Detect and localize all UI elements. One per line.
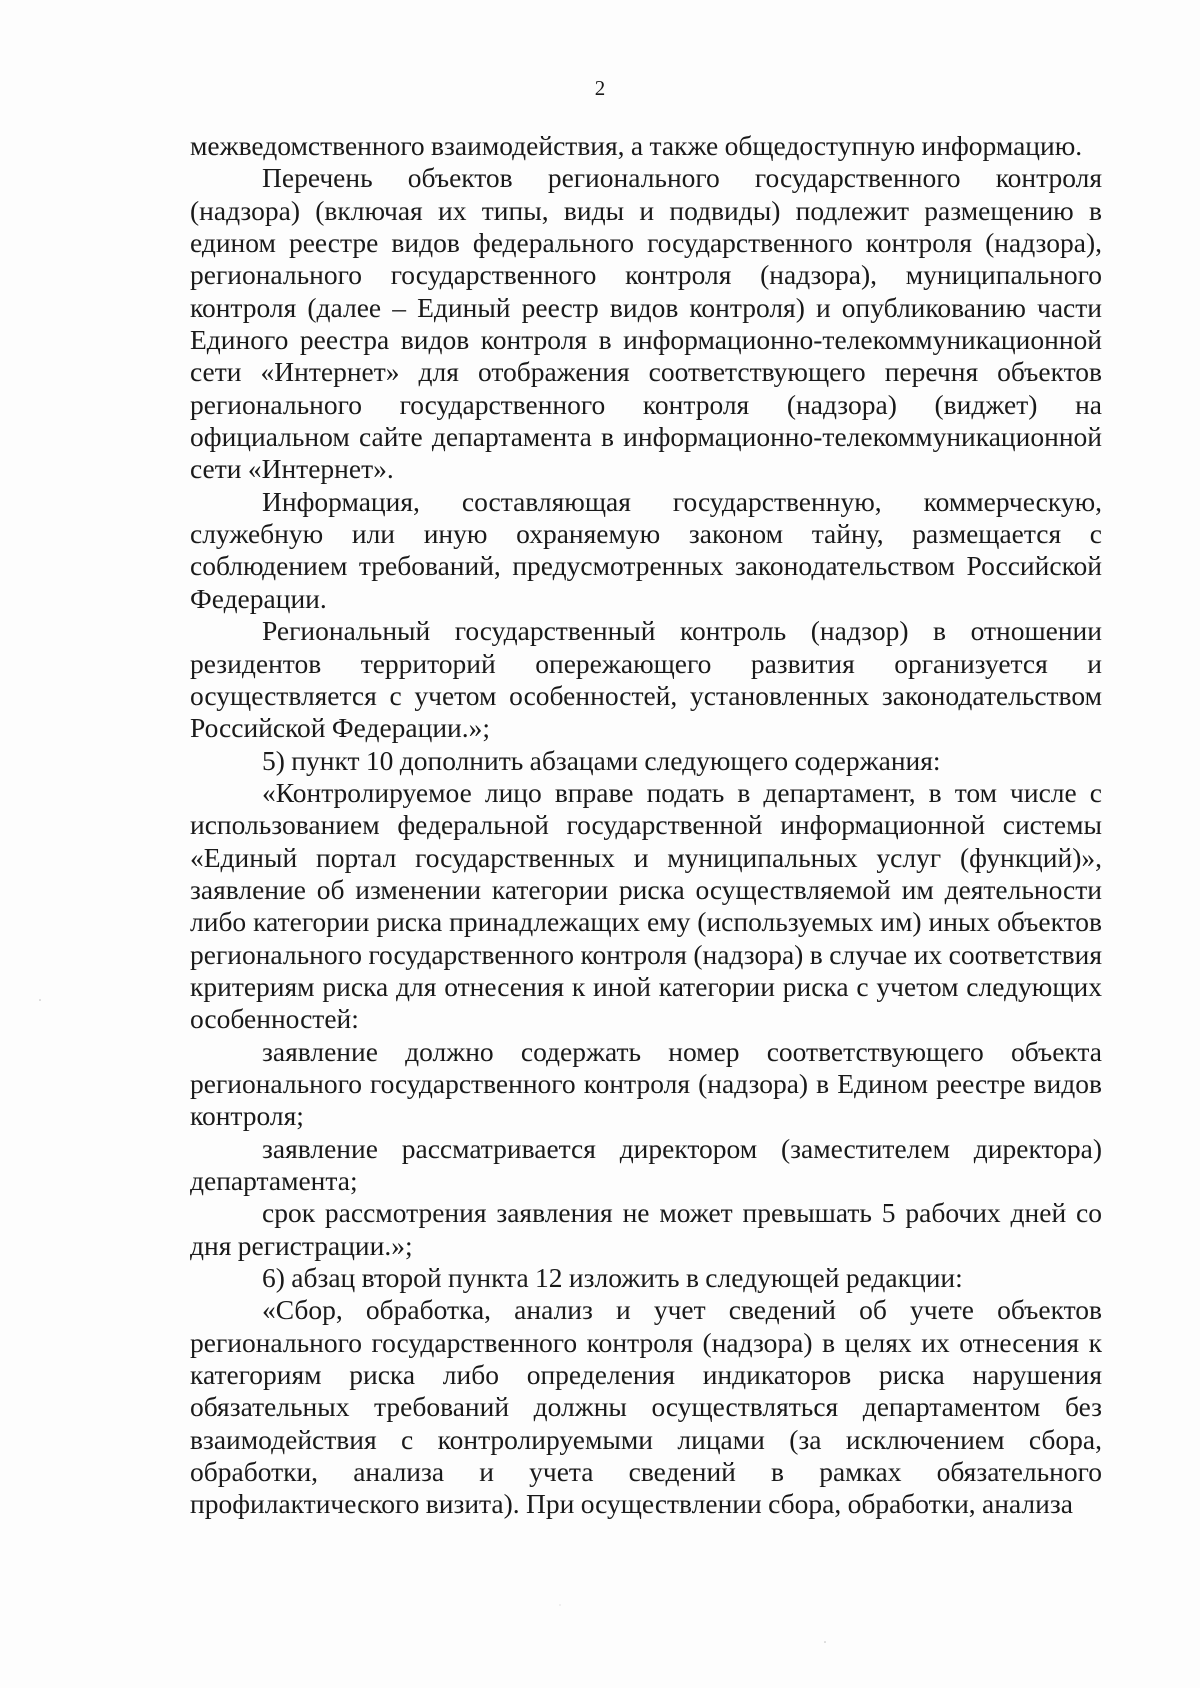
- paragraph-application-review: заявление рассматривается директором (заместителем директора) департамента;: [190, 1132, 1102, 1196]
- paragraph-application-right: «Контролируемое лицо вправе подать в департамент, в том числе с использованием федеральной государственной информационной системы «Единый портал государственных и муниципальных услуг (функций)», заявление об изменении категории риска осуществляемой им деятельности либо категории риска принадлежащих ему (используемых им) иных объектов регионального государственного контроля (надзора) в случае их соответствия критериям риска для отнесения к иной категории риска с учетом следующих особенностей:: [190, 776, 1102, 1035]
- page-number: 2: [594, 76, 606, 100]
- document-body: [190, 130, 1102, 1521]
- paragraph-objects-list: Перечень объектов регионального государственного контроля (надзора) (включая их типы, виды и подвиды) подлежит размещению в едином реестре видов федерального государственного контроля (надзора), регионального государственного контроля (надзора), муниципального контроля (далее – Единый реестр видов контроля) и опубликованию части Единого реестра видов контроля в информационно-телекоммуникационной сети «Интернет» для отображения соответствующего перечня объектов регионального государственного контроля (надзора) (виджет) на официальном сайте департамента в информационно-телекоммуникационной сети «Интернет».: [190, 162, 1102, 485]
- paragraph-review-deadline: срок рассмотрения заявления не может превышать 5 рабочих дней со дня регистрации.»;: [190, 1197, 1102, 1261]
- paragraph-secret-info: Информация, составляющая государственную, коммерческую, служебную или иную охраняемую законом тайну, размещается с соблюдением требований, предусмотренных законодательством Российской Федерации.: [190, 485, 1102, 614]
- paragraph-item-5: 5) пункт 10 дополнить абзацами следующего содержания:: [262, 744, 941, 776]
- paragraph-application-content: заявление должно содержать номер соответствующего объекта регионального государственного контроля (надзора) в Едином реестре видов контроля;: [190, 1035, 1102, 1132]
- paragraph-item-6: 6) абзац второй пункта 12 изложить в следующей редакции:: [262, 1262, 963, 1294]
- paragraph-residents-control: Региональный государственный контроль (надзор) в отношении резидентов территорий опережающего развития организуется и осуществляется с учетом особенностей, установленных законодательством Российской Федерации.»;: [190, 615, 1102, 744]
- paragraph-data-collection: «Сбор, обработка, анализ и учет сведений об учете объектов регионального государственного контроля (надзора) в целях их отнесения к категориям риска либо определения индикаторов риска нарушения обязательных требований должны осуществляться департаментом без взаимодействия с контролируемыми лицами (за исключением сбора, обработки, анализа и учета сведений в рамках обязательного профилактического визита). При осуществлении сбора, обработки, анализа: [190, 1294, 1102, 1520]
- paragraph-continuation: межведомственного взаимодействия, а также общедоступную информацию.: [190, 130, 1083, 161]
